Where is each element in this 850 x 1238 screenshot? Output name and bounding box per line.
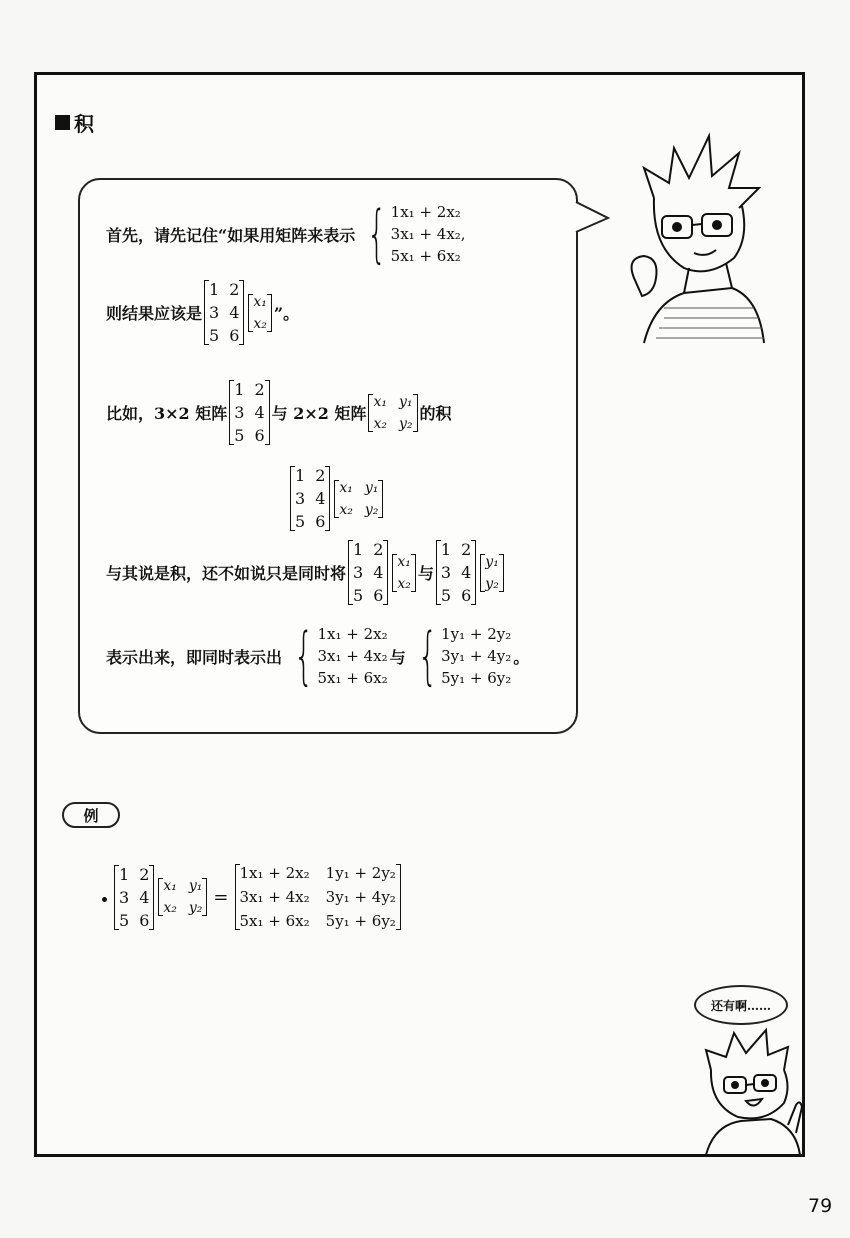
system-row: 5y₁ + 6y₂ <box>441 669 512 687</box>
matrix-a <box>290 466 330 531</box>
matrix-cell: 3 <box>234 403 245 422</box>
matrix-cell: 3 <box>209 303 220 322</box>
vector-y <box>480 554 504 592</box>
matrix-cell: 5y₁ + 6y₂ <box>325 912 396 930</box>
bubble-line-3 <box>106 380 452 445</box>
line5-text-b: 与 <box>417 564 434 583</box>
matrix-cell: 4 <box>229 303 240 322</box>
system-row: 3x₁ + 4x₂ <box>317 647 388 665</box>
matrix-cell: 4 <box>139 887 150 907</box>
matrix-cell: 1 <box>295 466 306 485</box>
matrix-cell: 6 <box>373 586 384 605</box>
matrix-cell: y₁ <box>364 479 379 496</box>
matrix-b <box>334 480 383 518</box>
matrix-cell: 3x₁ + 4x₂ <box>239 888 310 906</box>
vector-x <box>392 554 416 592</box>
bullet-dot-icon <box>102 897 107 902</box>
matrix-cell: 5 <box>119 910 130 930</box>
line3-text-a: 比如，3×2 矩阵 <box>106 404 228 423</box>
matrix-cell: 4 <box>461 563 472 582</box>
matrix-cell: y₂ <box>398 415 413 432</box>
line6-end: 。 <box>513 647 530 667</box>
system-row: 5x₁ + 6x₂ <box>317 669 388 687</box>
example-badge: 例 <box>62 802 120 828</box>
matrix-cell: y₂ <box>364 501 379 518</box>
matrix-cell: 2 <box>139 864 150 884</box>
vector-cell: x₂ <box>397 575 411 592</box>
matrix-cell: y₂ <box>188 900 203 916</box>
result-matrix <box>235 864 401 930</box>
matrix-cell: x₁ <box>163 878 177 894</box>
vector-x <box>248 294 272 332</box>
matrix-cell: 1 <box>209 280 220 299</box>
square-bullet-icon <box>55 115 70 130</box>
line6-text-b: 与 <box>389 647 406 667</box>
matrix-cell: 3 <box>440 563 452 582</box>
matrix-cell: 2 <box>229 280 240 299</box>
matrix-a <box>114 865 154 930</box>
line1-text: 首先，请先记住“如果用矩阵来表示 <box>106 225 356 245</box>
system-y <box>408 619 512 692</box>
left-brace-icon: { <box>367 197 387 270</box>
line5-text-a: 与其说是积，还不如说只是同时将 <box>106 564 347 583</box>
bubble-line-5 <box>106 540 506 605</box>
matrix-cell: y₁ <box>398 393 413 410</box>
matrix-cell: 3 <box>295 489 306 508</box>
matrix-cell: 1 <box>353 540 364 559</box>
matrix-cell: 1 <box>119 864 130 884</box>
matrix-cell: x₂ <box>339 501 353 518</box>
matrix-cell: 5 <box>295 512 306 531</box>
system-1 <box>357 197 466 270</box>
matrix-cell: 5 <box>440 586 452 605</box>
bubble-line-4-product <box>288 466 385 531</box>
vector-cell: x₁ <box>397 553 411 570</box>
matrix-cell: 2 <box>254 380 265 399</box>
matrix-cell: x₁ <box>373 393 387 410</box>
system1-row: 3x₁ + 4x₂, <box>390 225 466 243</box>
matrix-cell: 1x₁ + 2x₂ <box>239 864 310 882</box>
system-row: 1y₁ + 2y₂ <box>441 625 512 643</box>
line3-text-b: 与 2×2 矩阵 <box>271 404 367 423</box>
left-brace-icon: { <box>293 619 314 692</box>
vector-cell: y₁ <box>485 553 499 570</box>
system-row: 3y₁ + 4y₂ <box>441 647 512 665</box>
matrix-cell: 6 <box>229 326 240 345</box>
matrix-cell: 6 <box>139 910 150 930</box>
bubble-tail-icon <box>574 198 614 238</box>
example-equation <box>112 864 403 930</box>
speech-bubble-2: 还有啊…… <box>694 985 788 1025</box>
vector-cell: y₂ <box>485 575 499 592</box>
matrix-cell: 5 <box>234 426 245 445</box>
bubble-line-1 <box>106 197 468 270</box>
matrix-cell: 6 <box>461 586 472 605</box>
character-illustration-1 <box>614 128 774 348</box>
matrix-cell: x₁ <box>339 479 353 496</box>
matrix-b <box>368 394 417 432</box>
matrix-cell: 5 <box>353 586 364 605</box>
matrix-a <box>229 380 269 445</box>
matrix-cell: 4 <box>254 403 265 422</box>
matrix-cell: 1 <box>440 540 452 559</box>
matrix-a <box>348 540 388 605</box>
matrix-cell: 5x₁ + 6x₂ <box>239 912 310 930</box>
line2-close: ”。 <box>273 304 300 323</box>
matrix-cell: 2 <box>461 540 472 559</box>
left-brace-icon: { <box>417 619 438 692</box>
system1-row: 1x₁ + 2x₂ <box>390 203 461 221</box>
bubble-line-2 <box>106 280 299 345</box>
matrix-cell: 4 <box>315 489 326 508</box>
vector-cell: x₂ <box>253 315 267 332</box>
matrix-cell: 6 <box>254 426 265 445</box>
bubble-line-6 <box>106 619 530 692</box>
matrix-cell: 5 <box>209 326 220 345</box>
matrix-cell: x₂ <box>373 415 387 432</box>
line2-text: 则结果应该是 <box>106 304 203 323</box>
equals-sign: = <box>213 886 229 908</box>
matrix-cell: x₂ <box>163 900 177 916</box>
system1-row: 5x₁ + 6x₂ <box>390 247 461 265</box>
matrix-cell: 1y₁ + 2y₂ <box>325 864 396 882</box>
system-x <box>284 619 388 692</box>
page-number: 79 <box>808 1195 833 1217</box>
matrix-a <box>204 280 244 345</box>
vector-cell: x₁ <box>253 293 267 310</box>
matrix-cell: 3y₁ + 4y₂ <box>325 888 396 906</box>
matrix-b <box>158 878 207 916</box>
matrix-cell: 1 <box>234 380 245 399</box>
system-row: 1x₁ + 2x₂ <box>317 625 388 643</box>
section-title: 积 <box>74 112 94 136</box>
matrix-cell: 2 <box>373 540 384 559</box>
section-heading <box>55 108 94 137</box>
line3-text-c: 的积 <box>419 404 452 423</box>
matrix-a <box>436 540 476 605</box>
matrix-cell: 6 <box>315 512 326 531</box>
matrix-cell: 4 <box>373 563 384 582</box>
matrix-cell: 3 <box>119 887 130 907</box>
line6-text-a: 表示出来，即同时表示出 <box>106 647 283 667</box>
matrix-cell: y₁ <box>188 878 203 894</box>
matrix-cell: 2 <box>315 466 326 485</box>
character-illustration-2 <box>696 1025 806 1157</box>
matrix-cell: 3 <box>353 563 364 582</box>
